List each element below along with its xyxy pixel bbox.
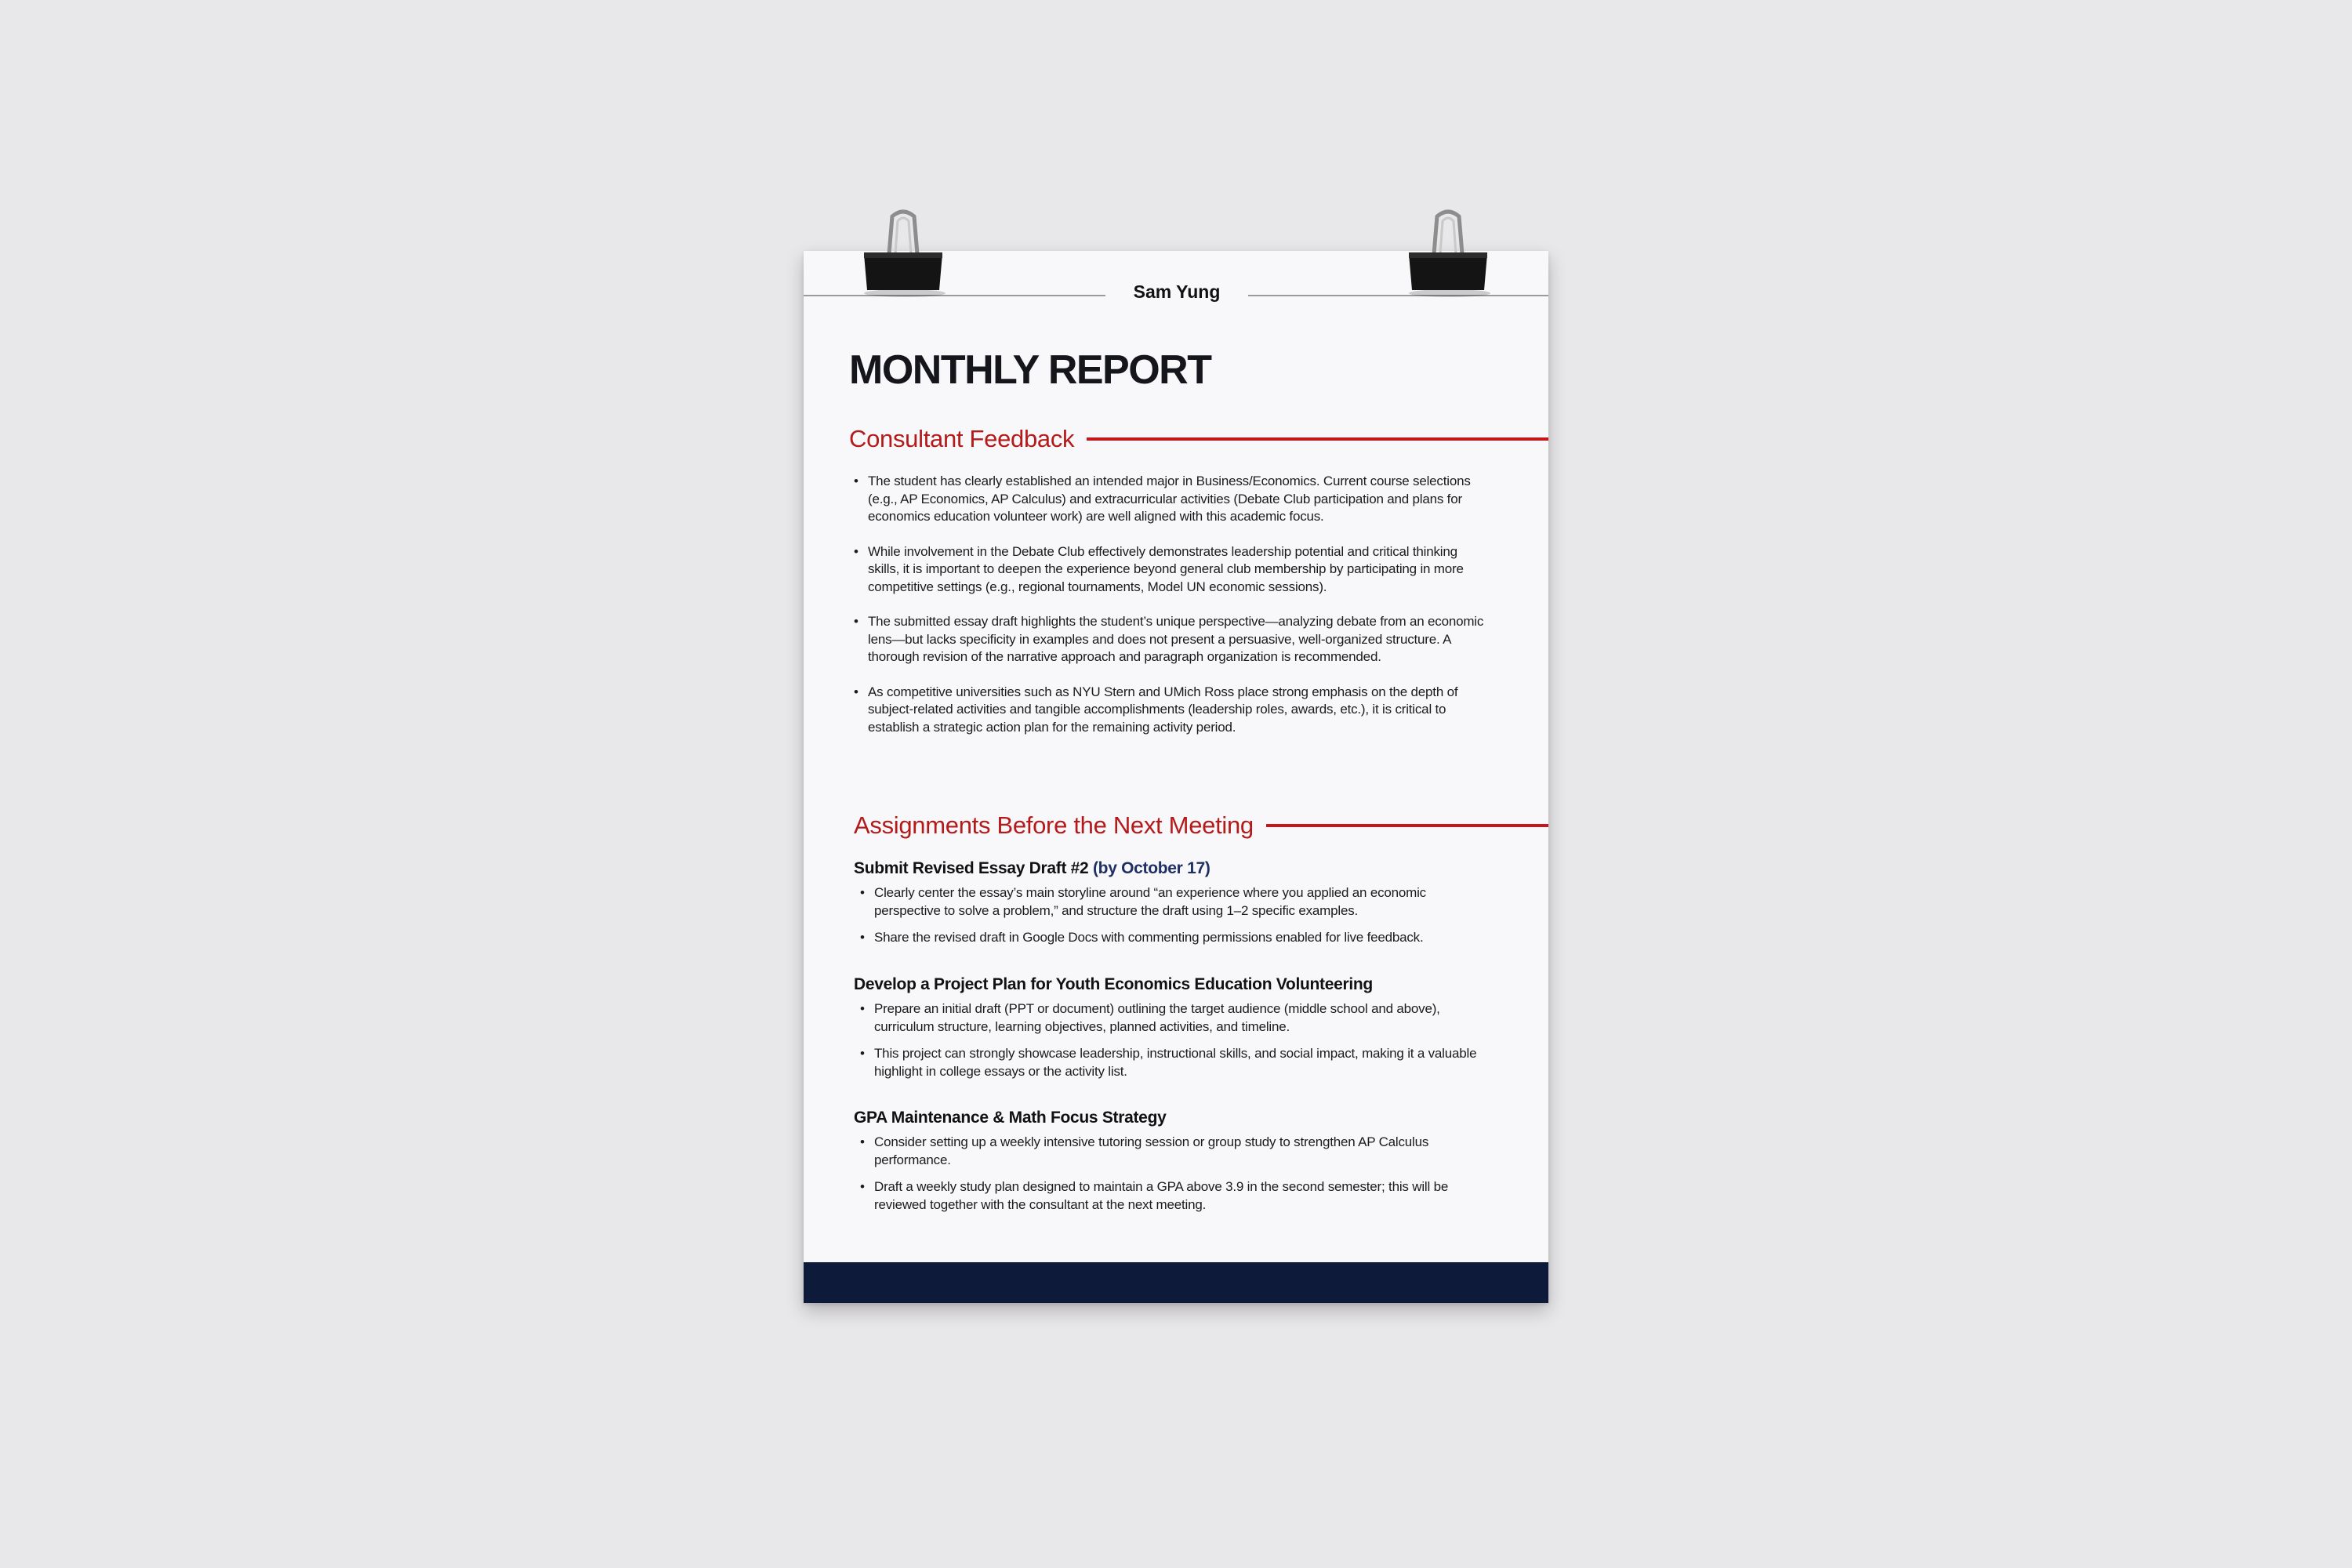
feedback-item: • The student has clearly established an intended major in Business/Economics. Current course selections (e.g., AP Economics, AP Calculus) and extracurricular activities (Debate Club participation and plans for economics education volunteer work) are well aligned with this academic focus. [852,473,1487,526]
assignment-title [854,859,1210,878]
footer-bar [804,1262,1548,1303]
assignment-item: • Clearly center the essay’s main storyline around “an experience where you applied an economic perspective to solve a problem,” and structure the draft using 1–2 specific examples. [858,884,1486,920]
assignment-item: • This project can strongly showcase leadership, instructional skills, and social impact, making it a valuable highlight in college essays or the activity list. [858,1045,1486,1080]
feedback-item: • While involvement in the Debate Club effectively demonstrates leadership potential and critical thinking skills, it is important to deepen the experience beyond general club membership by participating in more competitive settings (e.g., regional tournaments, Model UN economic sessions). [852,543,1487,597]
assignment-title-text: Submit Revised Essay Draft #2 [854,859,1089,877]
assignment-item: • Prepare an initial draft (PPT or document) outlining the target audience (middle school and above), curriculum structure, learning objectives, planned activities, and timeline. [858,1000,1486,1036]
binder-clip-icon [1401,205,1495,299]
section-rule [1087,437,1548,441]
header-rule-left [804,295,1105,296]
section-rule [1266,824,1548,827]
feedback-list [852,473,1487,753]
feedback-item: • The submitted essay draft highlights the student’s unique perspective—analyzing debate from an economic lens—but lacks specificity in examples and does not present a persuasive, well-organized structure. A thorough revision of the narrative approach and paragraph organization is recommended. [852,613,1487,666]
binder-clip-icon [856,205,950,299]
assignments-heading [854,811,1548,840]
consultant-feedback-heading [849,425,1548,453]
due-date: (by October 17) [1092,859,1210,877]
assignment-list [858,1134,1486,1223]
assignment-list [858,1000,1486,1090]
assignment-title: GPA Maintenance & Math Focus Strategy [854,1109,1167,1127]
assignment-item: • Draft a weekly study plan designed to maintain a GPA above 3.9 in the second semester; this will be reviewed together with the consultant at the next meeting. [858,1178,1486,1214]
feedback-item: • As competitive universities such as NYU Stern and UMich Ross place strong emphasis on the depth of subject-related activities and tangible accomplishments (leadership roles, awards, etc.), it is critical to establish a strategic action plan for the remaining activity period. [852,684,1487,737]
section-title: Assignments Before the Next Meeting [854,811,1254,839]
student-name: Sam Yung [1133,281,1221,302]
report-title: MONTHLY REPORT [849,347,1211,393]
assignment-item: • Consider setting up a weekly intensive tutoring session or group study to strengthen AP Calculus performance. [858,1134,1486,1169]
header-rule-right [1248,295,1548,296]
section-title: Consultant Feedback [849,425,1075,452]
report-page [804,251,1548,1303]
assignment-list [858,884,1486,956]
assignment-title: Develop a Project Plan for Youth Economics Education Volunteering [854,975,1373,993]
assignment-item: • Share the revised draft in Google Docs with commenting permissions enabled for live feedback. [858,929,1486,947]
